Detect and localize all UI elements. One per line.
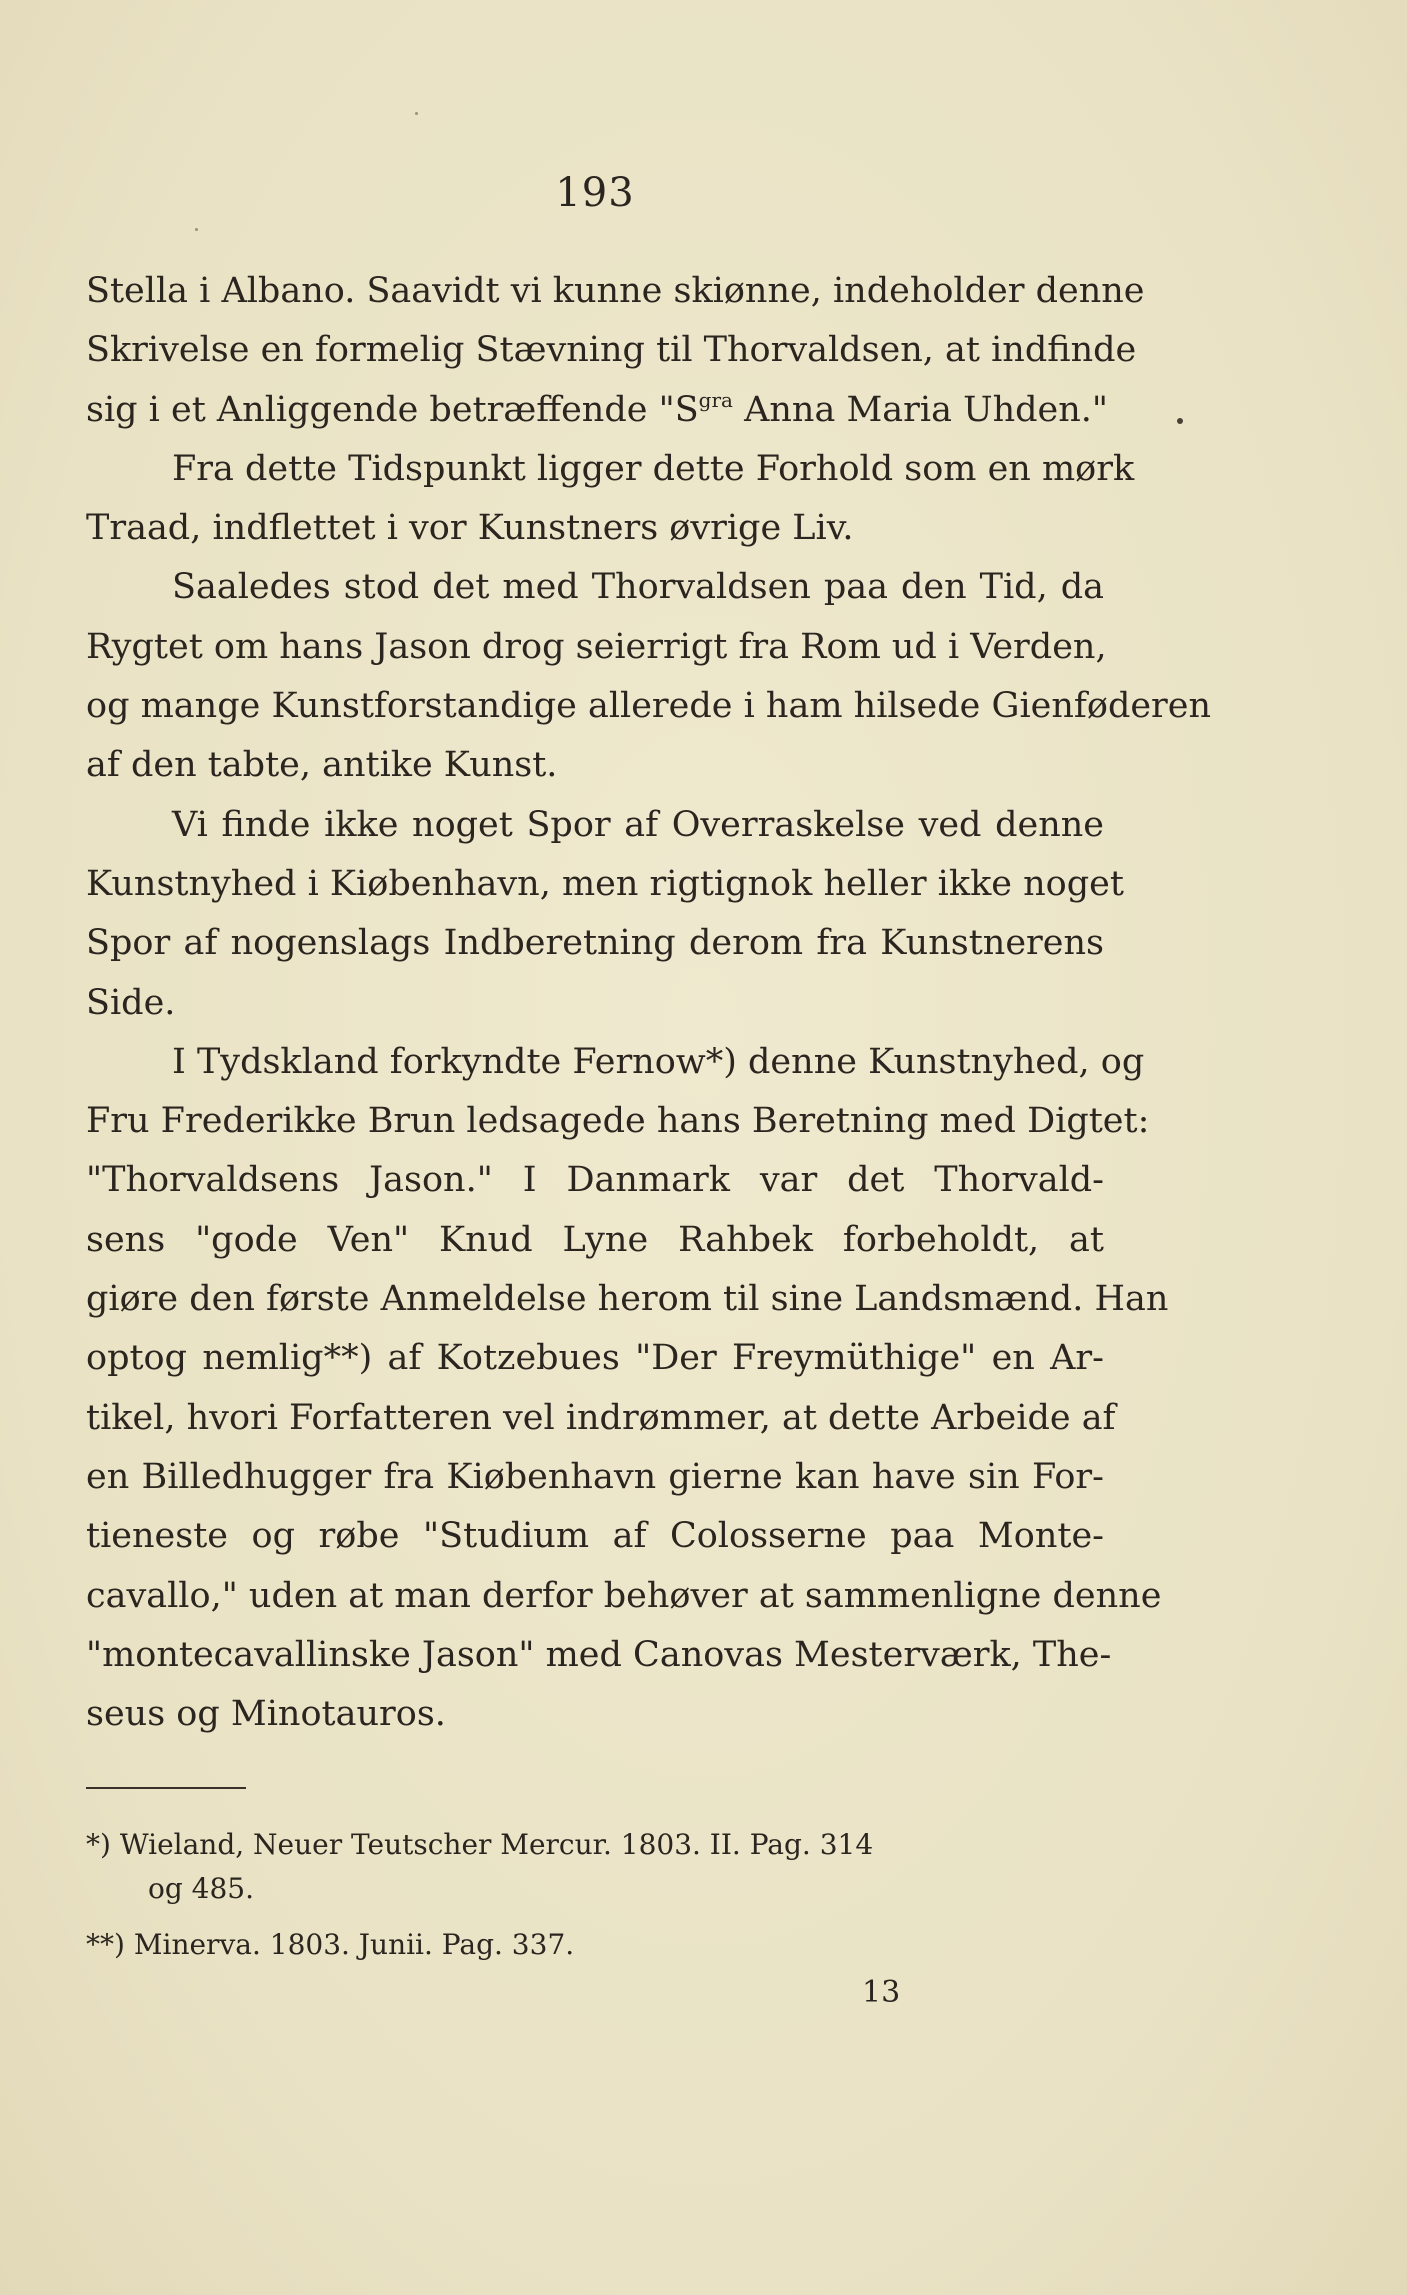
text-line: Rygtet om hans Jason drog seierrigt fra Rom ud i Verden, — [86, 626, 1107, 667]
text-line: Stella i Albano. Saavidt vi kunne skiønne, indeholder denne — [86, 271, 1145, 311]
body-text — [86, 262, 1212, 1744]
footnote-1-continuation: og 485. — [148, 1872, 255, 1905]
text-line: Skrivelse en formelig Stævning til Thorvaldsen, at indfinde — [86, 330, 1137, 371]
text-line: en Billedhugger fra Kiøbenhavn gierne kan have sin For- — [86, 1456, 1104, 1497]
text-line: Traad, indflettet i vor Kunstners øvrige Liv. — [86, 508, 854, 549]
text-line: Vi finde ikke noget Spor af Overraskelse ved denne — [172, 804, 1104, 845]
text-line: Fru Frederikke Brun ledsagede hans Beretning med Digtet: — [86, 1101, 1150, 1142]
text-line: seus og Minotauros. — [86, 1694, 446, 1735]
text-line: og mange Kunstforstandige allerede i ham hilsede Gienføderen — [86, 686, 1212, 727]
text-line: Fra dette Tidspunkt ligger dette Forhold som en mørk — [172, 448, 1135, 489]
text-line: "montecavallinske Jason" med Canovas Mesterværk, The- — [86, 1634, 1112, 1675]
signature-mark: 13 — [862, 1975, 901, 2010]
text-line: tieneste og røbe "Studium af Colosserne paa Monte- — [86, 1516, 1104, 1557]
text-line: sens "gode Ven" Knud Lyne Rahbek forbeholdt, at — [86, 1219, 1104, 1260]
footnote-1: *) Wieland, Neuer Teutscher Mercur. 1803. II. Pag. 314 — [86, 1828, 874, 1861]
text-line: sig i et Anliggende betræffende "$S^{gra}$ Anna Maria Uhden." — [86, 387, 1108, 430]
text-line: tikel, hvori Forfatteren vel indrømmer, at dette Arbeide af — [86, 1397, 1116, 1438]
footnote-2: **) Minerva. 1803. Junii. Pag. 337. — [86, 1928, 575, 1961]
superscript-gra: gra — [698, 387, 733, 412]
text-line: giøre den første Anmeldelse herom til sine Landsmænd. Han — [86, 1279, 1169, 1320]
paper-speck — [415, 112, 418, 115]
text-line: Spor af nogenslags Indberetning derom fra Kunstnerens — [86, 923, 1104, 964]
text-line: "Thorvaldsens Jason." I Danmark var det Thorvald- — [86, 1160, 1104, 1201]
footnote-gap — [86, 1911, 1096, 1923]
text-line: optog nemlig**) af Kotzebues "Der Freymüthige" en Ar- — [86, 1338, 1104, 1379]
text-line: cavallo," uden at man derfor behøver at sammenligne denne — [86, 1575, 1162, 1616]
footnote-divider — [86, 1787, 246, 1789]
footnotes — [86, 1823, 1096, 1967]
text-line: Saaledes stod det med Thorvaldsen paa den Tid, da — [172, 567, 1104, 608]
text-line: Kunstnyhed i Kiøbenhavn, men rigtignok heller ikke noget — [86, 863, 1124, 904]
text-line: I Tydskland forkyndte Fernow*) denne Kunstnyhed, og — [172, 1041, 1145, 1082]
paper-speck — [195, 228, 198, 231]
text-line: af den tabte, antike Kunst. — [86, 745, 558, 786]
text-line: Side. — [86, 982, 176, 1023]
paper-speck — [1177, 418, 1183, 424]
page-number: 193 — [555, 170, 635, 216]
